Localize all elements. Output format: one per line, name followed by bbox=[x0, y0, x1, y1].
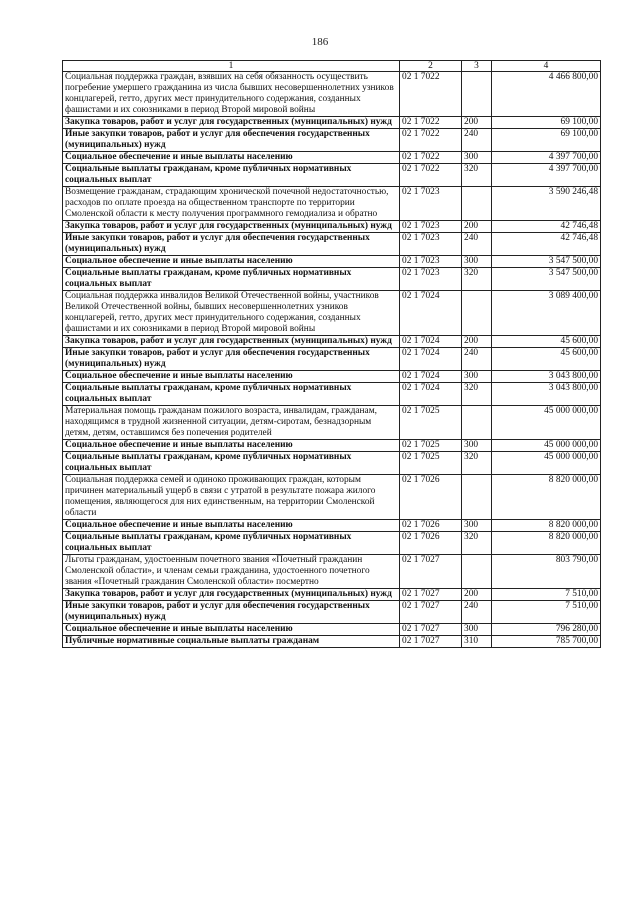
row-target-code: 02 1 7024 bbox=[400, 348, 462, 371]
row-target-code: 02 1 7025 bbox=[400, 440, 462, 452]
row-target-code: 02 1 7023 bbox=[400, 233, 462, 256]
table-header bbox=[63, 61, 601, 72]
row-description: Социальное обеспечение и иные выплаты населению bbox=[63, 256, 400, 268]
table-row bbox=[63, 129, 601, 152]
row-expense-type bbox=[462, 72, 492, 117]
row-amount: 45 000 000,00 bbox=[492, 440, 601, 452]
row-amount: 42 746,48 bbox=[492, 221, 601, 233]
table-row bbox=[63, 117, 601, 129]
row-target-code: 02 1 7026 bbox=[400, 532, 462, 555]
row-expense-type: 240 bbox=[462, 348, 492, 371]
row-expense-type: 300 bbox=[462, 152, 492, 164]
row-description: Иные закупки товаров, работ и услуг для обеспечения государственных (муниципальных) нужд bbox=[63, 129, 400, 152]
row-target-code: 02 1 7023 bbox=[400, 187, 462, 221]
row-description: Социальная поддержка семей и одиноко проживающих граждан, которым причинен материальный ущерб в связи с утратой в результате пожара жилого помещения, являющегося для них единственным, на территории Смоленской области bbox=[63, 475, 400, 520]
row-amount: 8 820 000,00 bbox=[492, 520, 601, 532]
row-expense-type: 320 bbox=[462, 164, 492, 187]
col-header-4: 4 bbox=[492, 61, 601, 72]
table-row bbox=[63, 152, 601, 164]
col-header-3: 3 bbox=[462, 61, 492, 72]
row-description: Льготы гражданам, удостоенным почетного звания «Почетный гражданин Смоленской области», и членам семьи гражданина, удостоенного почетного звания «Почетный гражданин Смоленской области» посмертно bbox=[63, 555, 400, 589]
table-row bbox=[63, 164, 601, 187]
row-amount: 8 820 000,00 bbox=[492, 532, 601, 555]
row-amount: 69 100,00 bbox=[492, 117, 601, 129]
table-row bbox=[63, 371, 601, 383]
row-target-code: 02 1 7022 bbox=[400, 164, 462, 187]
table-row bbox=[63, 291, 601, 336]
row-target-code: 02 1 7026 bbox=[400, 520, 462, 532]
row-target-code: 02 1 7027 bbox=[400, 624, 462, 636]
row-target-code: 02 1 7026 bbox=[400, 475, 462, 520]
table-row bbox=[63, 336, 601, 348]
row-description: Социальные выплаты гражданам, кроме публичных нормативных социальных выплат bbox=[63, 164, 400, 187]
table-row bbox=[63, 532, 601, 555]
table-row bbox=[63, 636, 601, 648]
row-amount: 45 000 000,00 bbox=[492, 406, 601, 440]
row-amount: 69 100,00 bbox=[492, 129, 601, 152]
table-row bbox=[63, 555, 601, 589]
row-target-code: 02 1 7025 bbox=[400, 452, 462, 475]
table-row bbox=[63, 348, 601, 371]
row-expense-type: 300 bbox=[462, 624, 492, 636]
row-amount: 8 820 000,00 bbox=[492, 475, 601, 520]
row-description: Закупка товаров, работ и услуг для государственных (муниципальных) нужд bbox=[63, 117, 400, 129]
row-description: Социальное обеспечение и иные выплаты населению bbox=[63, 520, 400, 532]
row-target-code: 02 1 7024 bbox=[400, 291, 462, 336]
table-row bbox=[63, 256, 601, 268]
row-amount: 796 280,00 bbox=[492, 624, 601, 636]
row-expense-type: 320 bbox=[462, 383, 492, 406]
row-amount: 7 510,00 bbox=[492, 601, 601, 624]
row-amount: 803 790,00 bbox=[492, 555, 601, 589]
page-number: 186 bbox=[311, 36, 329, 48]
row-amount: 42 746,48 bbox=[492, 233, 601, 256]
row-description: Социальные выплаты гражданам, кроме публичных нормативных социальных выплат bbox=[63, 383, 400, 406]
row-target-code: 02 1 7022 bbox=[400, 72, 462, 117]
row-amount: 45 000 000,00 bbox=[492, 452, 601, 475]
row-description: Иные закупки товаров, работ и услуг для обеспечения государственных (муниципальных) нужд bbox=[63, 348, 400, 371]
row-expense-type: 200 bbox=[462, 221, 492, 233]
row-amount: 3 043 800,00 bbox=[492, 371, 601, 383]
row-expense-type: 310 bbox=[462, 636, 492, 648]
table-row bbox=[63, 406, 601, 440]
row-amount: 3 089 400,00 bbox=[492, 291, 601, 336]
row-expense-type: 300 bbox=[462, 440, 492, 452]
row-description: Иные закупки товаров, работ и услуг для обеспечения государственных (муниципальных) нужд bbox=[63, 233, 400, 256]
header-row bbox=[63, 61, 601, 72]
row-target-code: 02 1 7023 bbox=[400, 268, 462, 291]
table-row bbox=[63, 221, 601, 233]
row-expense-type: 240 bbox=[462, 233, 492, 256]
row-amount: 3 590 246,48 bbox=[492, 187, 601, 221]
table-row bbox=[63, 72, 601, 117]
row-expense-type: 200 bbox=[462, 336, 492, 348]
budget-table bbox=[62, 60, 601, 648]
row-description: Социальные выплаты гражданам, кроме публичных нормативных социальных выплат bbox=[63, 452, 400, 475]
row-amount: 3 547 500,00 bbox=[492, 268, 601, 291]
row-expense-type: 320 bbox=[462, 532, 492, 555]
row-target-code: 02 1 7025 bbox=[400, 406, 462, 440]
row-description: Материальная помощь гражданам пожилого возраста, инвалидам, гражданам, находящимся в трудной жизненной ситуации, детям-сиротам, безнадзорным детям, детям, оставшимся без попечения родителей bbox=[63, 406, 400, 440]
row-target-code: 02 1 7024 bbox=[400, 383, 462, 406]
row-amount: 785 700,00 bbox=[492, 636, 601, 648]
row-description: Закупка товаров, работ и услуг для государственных (муниципальных) нужд bbox=[63, 221, 400, 233]
row-expense-type: 200 bbox=[462, 117, 492, 129]
row-expense-type: 320 bbox=[462, 268, 492, 291]
row-expense-type: 200 bbox=[462, 589, 492, 601]
table-body bbox=[63, 72, 601, 648]
row-target-code: 02 1 7027 bbox=[400, 601, 462, 624]
row-description: Публичные нормативные социальные выплаты гражданам bbox=[63, 636, 400, 648]
table-row bbox=[63, 187, 601, 221]
row-target-code: 02 1 7023 bbox=[400, 221, 462, 233]
row-expense-type: 240 bbox=[462, 601, 492, 624]
table-row bbox=[63, 589, 601, 601]
row-expense-type bbox=[462, 475, 492, 520]
row-amount: 4 397 700,00 bbox=[492, 152, 601, 164]
row-description: Возмещение гражданам, страдающим хронической почечной недостаточностью, расходов по оплате проезда на общественном транспорте по территории Смоленской области к месту получения программного гемодиализа и обратно bbox=[63, 187, 400, 221]
row-expense-type: 320 bbox=[462, 452, 492, 475]
col-header-1: 1 bbox=[63, 61, 400, 72]
table-row bbox=[63, 233, 601, 256]
table-row bbox=[63, 268, 601, 291]
row-target-code: 02 1 7027 bbox=[400, 555, 462, 589]
row-description: Социальные выплаты гражданам, кроме публичных нормативных социальных выплат bbox=[63, 268, 400, 291]
row-expense-type bbox=[462, 291, 492, 336]
table-row bbox=[63, 624, 601, 636]
row-target-code: 02 1 7022 bbox=[400, 117, 462, 129]
row-target-code: 02 1 7022 bbox=[400, 129, 462, 152]
row-expense-type: 300 bbox=[462, 256, 492, 268]
table-row bbox=[63, 383, 601, 406]
row-expense-type bbox=[462, 187, 492, 221]
row-description: Социальное обеспечение и иные выплаты населению bbox=[63, 371, 400, 383]
row-target-code: 02 1 7022 bbox=[400, 152, 462, 164]
row-description: Социальная поддержка граждан, взявших на себя обязанность осуществить погребение умершего гражданина из числа бывших несовершеннолетних узников концлагерей, гетто, других мест принудительного содержания, созданных фашистами и их союзниками в период Второй мировой войны bbox=[63, 72, 400, 117]
row-description: Социальное обеспечение и иные выплаты населению bbox=[63, 624, 400, 636]
row-description: Иные закупки товаров, работ и услуг для обеспечения государственных (муниципальных) нужд bbox=[63, 601, 400, 624]
table-row bbox=[63, 440, 601, 452]
row-target-code: 02 1 7024 bbox=[400, 336, 462, 348]
col-header-2: 2 bbox=[400, 61, 462, 72]
row-description: Социальное обеспечение и иные выплаты населению bbox=[63, 440, 400, 452]
row-expense-type: 240 bbox=[462, 129, 492, 152]
row-target-code: 02 1 7027 bbox=[400, 589, 462, 601]
row-target-code: 02 1 7024 bbox=[400, 371, 462, 383]
row-description: Социальные выплаты гражданам, кроме публичных нормативных социальных выплат bbox=[63, 532, 400, 555]
table-row bbox=[63, 520, 601, 532]
row-amount: 4 466 800,00 bbox=[492, 72, 601, 117]
table-row bbox=[63, 452, 601, 475]
row-amount: 3 547 500,00 bbox=[492, 256, 601, 268]
row-amount: 4 397 700,00 bbox=[492, 164, 601, 187]
row-description: Закупка товаров, работ и услуг для государственных (муниципальных) нужд bbox=[63, 336, 400, 348]
row-target-code: 02 1 7027 bbox=[400, 636, 462, 648]
row-target-code: 02 1 7023 bbox=[400, 256, 462, 268]
table-row bbox=[63, 601, 601, 624]
row-expense-type bbox=[462, 406, 492, 440]
row-amount: 7 510,00 bbox=[492, 589, 601, 601]
row-amount: 45 600,00 bbox=[492, 348, 601, 371]
row-expense-type: 300 bbox=[462, 520, 492, 532]
row-amount: 3 043 800,00 bbox=[492, 383, 601, 406]
row-expense-type: 300 bbox=[462, 371, 492, 383]
row-description: Социальная поддержка инвалидов Великой Отечественной войны, участников Великой Отечественной войны, бывших несовершеннолетних узников концлагерей, гетто, других мест принудительного содержания, созданных фашистами и их союзниками в период Второй мировой войны bbox=[63, 291, 400, 336]
row-description: Закупка товаров, работ и услуг для государственных (муниципальных) нужд bbox=[63, 589, 400, 601]
row-amount: 45 600,00 bbox=[492, 336, 601, 348]
row-description: Социальное обеспечение и иные выплаты населению bbox=[63, 152, 400, 164]
table-row bbox=[63, 475, 601, 520]
row-expense-type bbox=[462, 555, 492, 589]
